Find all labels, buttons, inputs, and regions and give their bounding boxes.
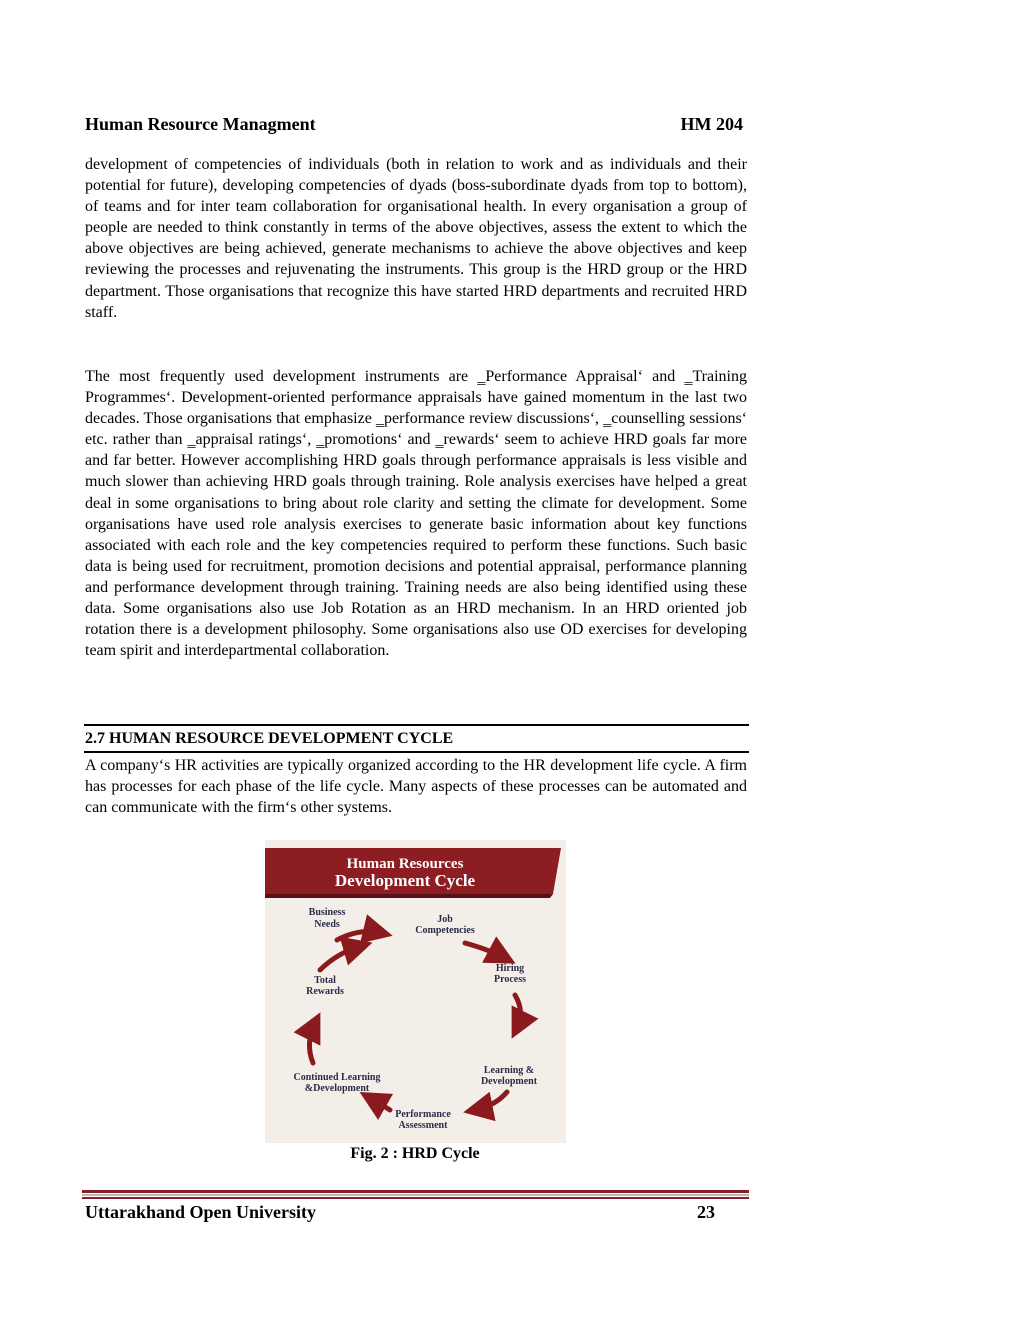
stage-4-label-line-2: Development [480,1076,538,1087]
body-paragraph-1: development of competencies of individuals (both in relation to work and as individuals and their potential for future), developing competencies of dyads (boss-subordinate dyads from top to bottom), of teams and for inter team collaboration for organisational health. In every organisation a group of people are needed to think constantly in terms of the above objectives, assess the extent to which the above objectives are being achieved, generate mechanisms to achieve the above objectives and keep reviewing the processes and rejuvenating the instruments. This group is the HRD group or the HRD department. Those organisations that recognize this have started HRD departments and recruited HRD staff. [85,156,747,321]
section-rule-bottom [84,751,749,753]
page-header [85,114,745,138]
stage-3-label-line-1: Hiring [495,963,525,974]
stage-1-label-line-1: Business [308,907,346,918]
stage-2-label-line-1: Job [437,914,453,925]
footer-university: Uttarakhand Open University [85,1202,317,1222]
page-footer [85,1202,715,1223]
stage-7-label-line-1: Total [314,975,336,986]
body-paragraph-2: The most frequently used development instruments are ‗Performance Appraisal‘ and ‗Training Programmes‘. Development-oriented performance appraisals have gained momentum in the last two decades. Those organisations that emphasize ‗performance review discussions‘, ‗counselling sessions‘ etc. rather than ‗appraisal ratings‘, ‗promotions‘ and ‗rewards‘ seem to achieve HRD goals far more and far better. However accomplishing HRD goals through performance appraisals is less visible and much slower than achieving HRD goals through training. Role analysis exercises have helped a great deal in some organisations to bring about role clarity and setting the climate for development. Some organisations have used role analysis exercises to generate basic information about key functions associated with each role and the key competencies required to perform these functions. Such basic data is being used for recruitment, promotion decisions and potential appraisal, performance planning and performance development through training. Training needs are also being identified using these data. Some organisations also use Job Rotation as an HRD mechanism. In an HRD oriented job rotation there is a development philosophy. Some organisations also use OD exercises for developing team spirit and interdepartmental collaboration. [85,368,747,660]
page-number: 23 [697,1202,715,1222]
stage-6-label-line-1: Continued Learning [293,1072,381,1083]
stage-3-label-line-2: Process [493,974,527,985]
figure-caption: Fig. 2 : HRD Cycle [350,1145,480,1162]
section-rule-top [84,724,749,726]
footer-divider [82,1190,749,1199]
banner-title-line-1: Human Resources [346,856,464,872]
stage-1-label-line-2: Needs [314,919,340,930]
hrd-cycle-figure [265,840,566,1143]
body-paragraph-3: A company‘s HR activities are typically organized according to the HR development life cycle. A firm has processes for each phase of the life cycle. Many aspects of these processes can be automated and can communicate with the firm‘s other systems. [85,757,747,817]
stage-6-label-line-2: &Development [304,1083,370,1094]
header-course-code: HM 204 [680,114,743,134]
stage-5-label-line-1: Performance [395,1109,451,1120]
stage-2-label-line-2: Competencies [415,925,475,936]
banner-title-line-2: Development Cycle [334,871,476,890]
section-heading: 2.7 HUMAN RESOURCE DEVELOPMENT CYCLE [85,730,454,747]
stage-5-label-line-2: Assessment [398,1120,448,1131]
header-title: Human Resource Managment [85,114,316,134]
stage-7-label-line-2: Rewards [306,986,344,997]
stage-4-label-line-1: Learning & [483,1065,535,1076]
hrd-cycle-diagram [265,840,566,1143]
